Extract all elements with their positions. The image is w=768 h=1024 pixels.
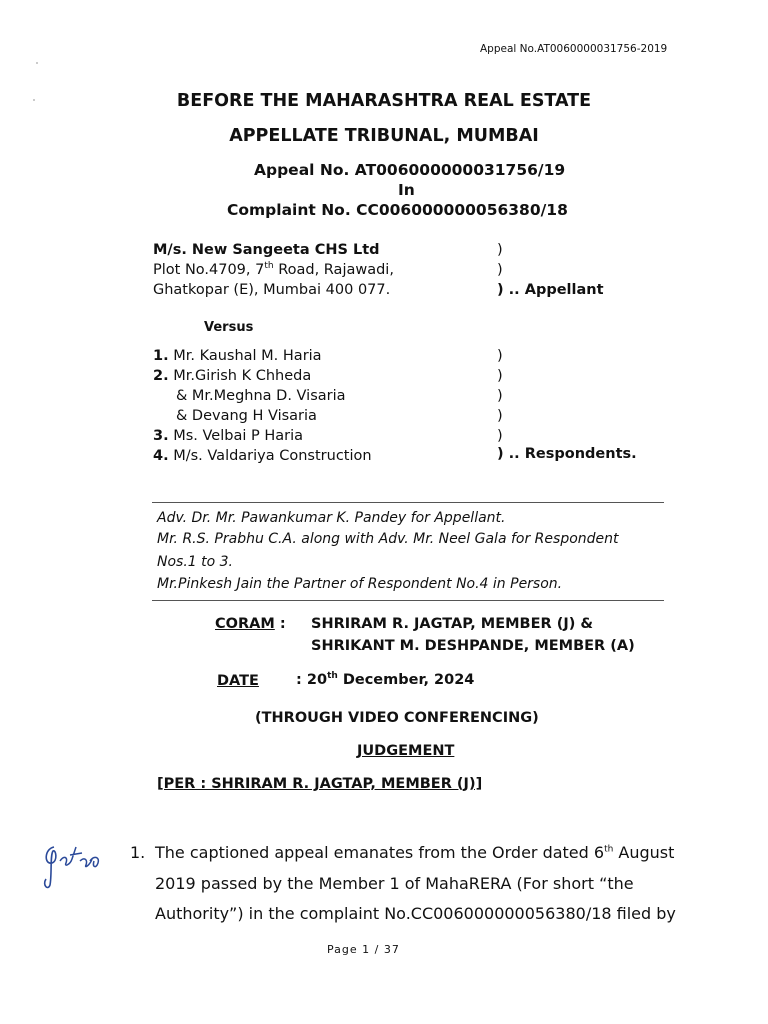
bracket: ) [497, 388, 503, 404]
title-line-1: BEFORE THE MAHARASHTRA REAL ESTATE [176, 91, 592, 111]
paragraph-line: The captioned appeal emanates from the Order dated 6th August [155, 843, 675, 862]
appeal-number: Appeal No. AT006000000031756/19 [254, 161, 566, 179]
respondent-item: & Mr.Meghna D. Visaria [176, 388, 346, 404]
respondents-role: ) .. Respondents. [497, 446, 637, 462]
bracket: ) [497, 242, 503, 258]
hearing-mode: (THROUGH VIDEO CONFERENCING) [255, 710, 539, 726]
per-line: [PER : SHRIRAM R. JAGTAP, MEMBER (J)] [157, 776, 483, 792]
coram-member-2: SHRIKANT M. DESHPANDE, MEMBER (A) [311, 638, 635, 654]
respondent-item: & Devang H Visaria [176, 408, 317, 424]
appellant-address-line-1: Plot No.4709, 7th Road, Rajawadi, [153, 261, 394, 278]
date-label: DATE [217, 673, 259, 689]
bracket: ) [497, 262, 503, 278]
bracket: ) [497, 428, 503, 444]
respondent-item: 4. M/s. Valdariya Construction [153, 448, 372, 464]
paragraph-line: Authority”) in the complaint No.CC006000000056380/18 filed by [155, 904, 676, 923]
complaint-number: Complaint No. CC006000000056380/18 [227, 201, 568, 219]
handwritten-initials [40, 835, 108, 891]
respondent-item: 3. Ms. Velbai P Haria [153, 428, 303, 444]
paragraph-line: 2019 passed by the Member 1 of MahaRERA (For short “the [155, 874, 634, 893]
respondent-item: 2. Mr.Girish K Chheda [153, 368, 312, 384]
appellant-address-line-2: Ghatkopar (E), Mumbai 400 077. [153, 282, 391, 298]
bracket: ) [497, 368, 503, 384]
judgement-heading: JUDGEMENT [357, 743, 455, 759]
advocate-line: Nos.1 to 3. [157, 554, 234, 570]
advocate-line: Mr.Pinkesh Jain the Partner of Respondent No.4 in Person. [157, 576, 563, 592]
advocate-line: Adv. Dr. Mr. Pawankumar K. Pandey for Appellant. [157, 510, 506, 526]
divider-line [152, 502, 664, 503]
date-value: : 20th December, 2024 [296, 671, 475, 688]
bracket: ) [497, 408, 503, 424]
divider-line [152, 600, 664, 601]
bracket: ) [497, 348, 503, 364]
versus-label: Versus [204, 320, 254, 335]
respondent-item: 1. Mr. Kaushal M. Haria [153, 348, 322, 364]
scan-speck [36, 62, 38, 64]
appellant-name: M/s. New Sangeeta CHS Ltd [153, 242, 380, 258]
advocate-line: Mr. R.S. Prabhu C.A. along with Adv. Mr. Neel Gala for Respondent [157, 531, 619, 547]
signature-scribble [40, 835, 108, 891]
paragraph-number: 1. [130, 843, 146, 862]
page-number: Page 1 / 37 [327, 943, 400, 956]
coram-member-1: SHRIRAM R. JAGTAP, MEMBER (J) & [311, 616, 594, 632]
appellant-role: ) .. Appellant [497, 282, 604, 298]
title-line-2: APPELLATE TRIBUNAL, MUMBAI [229, 126, 539, 146]
coram-label: CORAM : [215, 616, 286, 632]
in-word: In [398, 181, 415, 199]
header-reference: Appeal No.AT0060000031756-2019 [480, 43, 668, 55]
